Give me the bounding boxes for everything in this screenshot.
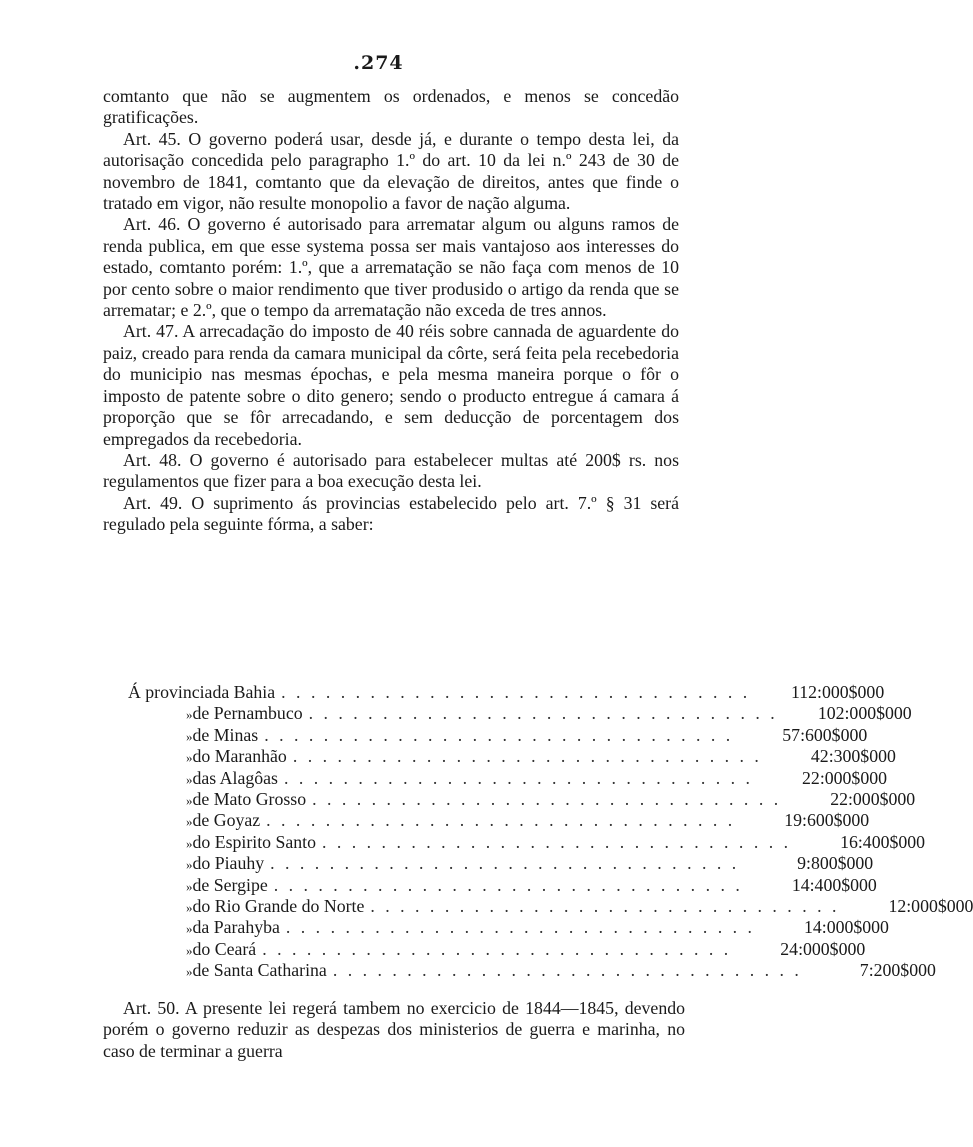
leader-dots: . . . . . . . . . . . . . . . . . . . . . . . . . . . . . . . . bbox=[292, 746, 762, 767]
article-48: Art. 48. O governo é autorisado para estabelecer multas até 200$ rs. nos regulamentos que fizer para a boa execução desta lei. bbox=[103, 449, 679, 492]
province-amount: 22:000$000 bbox=[802, 767, 887, 788]
leader-dots: . . . . . . . . . . . . . . . . . . . . . . . . . . . . . . . . bbox=[273, 874, 743, 895]
ditto-mark: » bbox=[186, 707, 193, 723]
ditto-mark: » bbox=[186, 964, 193, 980]
province-name: das Alagôas bbox=[192, 767, 278, 788]
province-amount: 14:000$000 bbox=[803, 917, 889, 938]
ditto-mark: » bbox=[186, 857, 193, 873]
province-amount: 42:300$000 bbox=[810, 746, 896, 767]
ditto-mark: » bbox=[186, 835, 193, 851]
province-lead: Á provincia bbox=[128, 682, 213, 702]
article-50 bbox=[103, 998, 685, 1062]
ditto-mark: » bbox=[186, 899, 193, 915]
leader-dots: . . . . . . . . . . . . . . . . . . . . . . . . . . . . . . . . bbox=[281, 682, 751, 702]
leader-dots: . . . . . . . . . . . . . . . . . . . . . . . . . . . . . . . . bbox=[370, 895, 840, 916]
province-name: da Bahia bbox=[212, 682, 276, 702]
leader-dots: . . . . . . . . . . . . . . . . . . . . . . . . . . . . . . . . bbox=[264, 724, 734, 745]
province-name: de Goyaz bbox=[192, 810, 261, 831]
province-name: de Pernambuco bbox=[192, 703, 303, 724]
province-amount: 16:400$000 bbox=[840, 831, 926, 852]
paragraph-continuation: comtanto que não se augmentem os ordenados, e menos se concedão gratificações. bbox=[103, 86, 679, 128]
province-amount: 57:600$000 bbox=[782, 724, 868, 745]
table-row bbox=[128, 724, 868, 746]
ditto-mark: » bbox=[186, 750, 193, 766]
table-row bbox=[128, 810, 870, 831]
article-46: Art. 46. O governo é autorisado para arrematar algum ou alguns ramos de renda publica, em que esse systema possa ser mais vantajoso aos interesses do estado, comtanto porém: 1.º, que a arrematação se não faça com menos de 10 por cento sobre o maior rendimento que tiver produsido o artigo da renda que se arrematar; e 2.º, que o tempo da arrematação não exceda de tres annos. bbox=[103, 214, 679, 321]
province-amount: 7:200$000 bbox=[859, 960, 936, 981]
province-name: de Sergipe bbox=[192, 874, 268, 895]
province-name: do Piauhy bbox=[192, 853, 265, 874]
ditto-mark: » bbox=[186, 728, 193, 744]
table-row bbox=[128, 746, 896, 767]
article-45: Art. 45. O governo poderá usar, desde já, e durante o tempo desta lei, da autorisação concedida pelo paragrapho 1.º do art. 10 da lei n.º 243 de 30 de novembro de 1841, comtanto que da elevação de direitos, antes que finde o tratado em vigor, não resulte monopolio a favor de nação alguma. bbox=[103, 128, 679, 214]
province-name: de Mato Grosso bbox=[192, 788, 307, 809]
province-name: do Rio Grande do Norte bbox=[192, 895, 365, 916]
leader-dots: . . . . . . . . . . . . . . . . . . . . . . . . . . . . . . . . bbox=[270, 853, 740, 874]
province-name: do Maranhão bbox=[192, 746, 287, 767]
ditto-mark: » bbox=[186, 771, 193, 787]
table-row bbox=[128, 788, 916, 810]
ditto-mark: » bbox=[186, 792, 193, 808]
article-49: Art. 49. O suprimento ás provincias estabelecido pelo art. 7.º § 31 será regulado pela seguinte fórma, a saber: bbox=[103, 492, 679, 535]
table-row bbox=[128, 960, 936, 981]
table-row bbox=[128, 831, 926, 853]
article-47: Art. 47. A arrecadação do imposto de 40 réis sobre cannada de aguardente do paiz, creado para renda da camara municipal da côrte, será feita pela recebedoria do municipio nas mesmas épochas, e pela mesma maneira porque o fôr o imposto de patente sobre o dito genero; sendo o producto entregue á camara á proporção que se fôr arrecadando, e sem deducção de porcentagem dos empregados da recebedoria. bbox=[103, 321, 679, 449]
leader-dots: . . . . . . . . . . . . . . . . . . . . . . . . . . . . . . . . bbox=[283, 767, 753, 788]
leader-dots: . . . . . . . . . . . . . . . . . . . . . . . . . . . . . . . . bbox=[262, 938, 732, 959]
leader-dots: . . . . . . . . . . . . . . . . . . . . . . . . . . . . . . . . bbox=[321, 831, 792, 852]
table-row bbox=[128, 682, 885, 703]
ditto-mark: » bbox=[186, 921, 193, 937]
province-name: de Minas bbox=[192, 724, 259, 745]
leader-dots: . . . . . . . . . . . . . . . . . . . . . . . . . . . . . . . . bbox=[285, 917, 755, 938]
province-amount: 24:000$000 bbox=[780, 938, 866, 959]
ditto-mark: » bbox=[186, 814, 193, 830]
province-amount: 19:600$000 bbox=[784, 810, 870, 831]
province-amount: 9:800$000 bbox=[797, 853, 874, 874]
leader-dots: . . . . . . . . . . . . . . . . . . . . . . . . . . . . . . . . bbox=[308, 703, 778, 724]
ditto-mark: » bbox=[186, 942, 193, 958]
province-amount: 14:400$000 bbox=[791, 874, 877, 895]
province-name: de Santa Catharina bbox=[192, 960, 327, 981]
table-row bbox=[128, 853, 874, 874]
province-name: do Espirito Santo bbox=[192, 831, 316, 852]
province-distribution-table bbox=[128, 682, 973, 981]
province-amount: 112:000$000 bbox=[791, 682, 885, 702]
table-row bbox=[128, 895, 973, 917]
table-row bbox=[128, 874, 877, 896]
province-amount: 102:000$000 bbox=[817, 703, 912, 724]
province-amount: 22:000$000 bbox=[830, 788, 916, 809]
table-row bbox=[128, 917, 889, 938]
leader-dots: . . . . . . . . . . . . . . . . . . . . . . . . . . . . . . . . bbox=[332, 960, 802, 981]
table-row bbox=[128, 767, 887, 789]
province-name: do Ceará bbox=[192, 938, 257, 959]
leader-dots: . . . . . . . . . . . . . . . . . . . . . . . . . . . . . . . . bbox=[312, 788, 782, 809]
province-name: da Parahyba bbox=[192, 917, 280, 938]
ditto-mark: » bbox=[186, 878, 193, 894]
body-text bbox=[103, 86, 679, 536]
page-number: .274 bbox=[353, 52, 404, 74]
province-amount: 12:000$000 bbox=[888, 895, 973, 916]
leader-dots: . . . . . . . . . . . . . . . . . . . . . . . . . . . . . . . . bbox=[266, 810, 736, 831]
article-50-text: Art. 50. A presente lei regerá tambem no exercicio de 1844—1845, devendo porém o governo reduzir as despezas dos ministerios de guerra e marinha, no caso de terminar a guerra bbox=[103, 998, 685, 1061]
table-row bbox=[128, 703, 912, 724]
table-row bbox=[128, 938, 866, 960]
